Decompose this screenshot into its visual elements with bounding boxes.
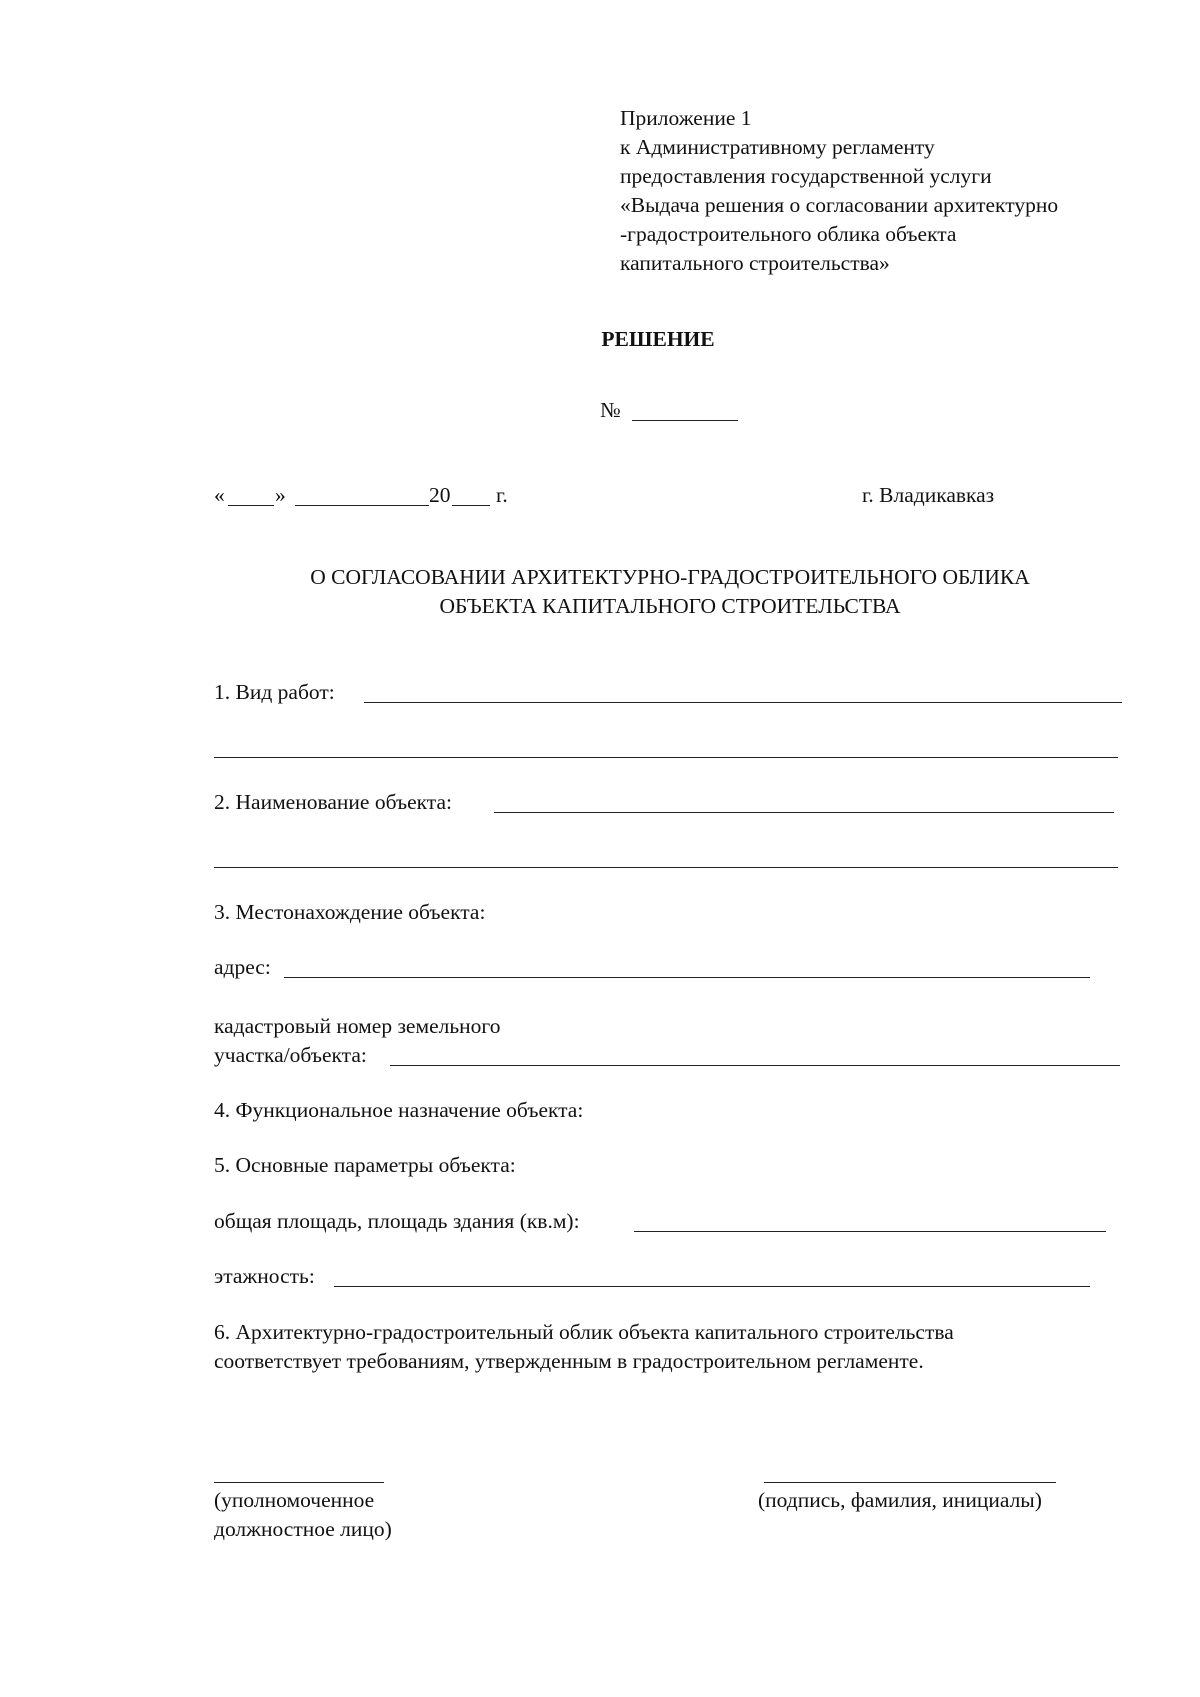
floors-blank	[334, 1286, 1090, 1287]
city-name: г. Владикавказ	[862, 483, 995, 507]
official-signature-line	[214, 1482, 384, 1483]
purpose-label: 4. Функциональное назначение объекта:	[214, 1098, 584, 1122]
number-label: №	[600, 398, 621, 422]
work-type-blank-2	[214, 757, 1118, 758]
cadastral-label-1: кадастровый номер земельного	[214, 1014, 501, 1038]
number-blank	[632, 420, 738, 421]
object-name-blank	[494, 812, 1114, 813]
appendix-line-3: предоставления государственной услуги	[620, 164, 992, 188]
work-type-label: 1. Вид работ:	[214, 680, 335, 704]
date-day-blank	[228, 505, 274, 506]
cadastral-blank	[390, 1065, 1120, 1066]
compliance-line-2: соответствует требованиям, утвержденным в градостроительном регламенте.	[214, 1349, 924, 1373]
object-name-label: 2. Наименование объекта:	[214, 790, 452, 814]
object-name-blank-2	[214, 867, 1118, 868]
heading-line-1: О СОГЛАСОВАНИИ АРХИТЕКТУРНО-ГРАДОСТРОИТЕЛЬНОГО ОБЛИКА	[310, 565, 1030, 589]
date-year-suffix: г.	[496, 483, 508, 507]
signature-caption: (подпись, фамилия, инициалы)	[758, 1488, 1042, 1512]
address-blank	[284, 977, 1090, 978]
signature-line	[764, 1482, 1056, 1483]
area-label: общая площадь, площадь здания (кв.м):	[214, 1209, 580, 1233]
appendix-line-2: к Административному регламенту	[620, 135, 935, 159]
heading-line-2: ОБЪЕКТА КАПИТАЛЬНОГО СТРОИТЕЛЬСТВА	[439, 594, 901, 618]
date-month-blank	[295, 505, 429, 506]
floors-label: этажность:	[214, 1264, 315, 1288]
location-label: 3. Местонахождение объекта:	[214, 900, 486, 924]
appendix-line-6: капитального строительства»	[620, 251, 890, 275]
date-year-prefix: 20	[429, 483, 451, 507]
document-title: РЕШЕНИЕ	[601, 327, 715, 351]
parameters-label: 5. Основные параметры объекта:	[214, 1153, 516, 1177]
appendix-line-4: «Выдача решения о согласовании архитектурно	[620, 193, 1059, 217]
area-blank	[634, 1231, 1106, 1232]
official-caption-2: должностное лицо)	[214, 1517, 392, 1541]
date-year-blank	[452, 505, 490, 506]
cadastral-label-2: участка/объекта:	[214, 1043, 367, 1067]
date-close-quote: »	[275, 483, 286, 507]
compliance-line-1: 6. Архитектурно-градостроительный облик объекта капитального строительства	[214, 1320, 954, 1344]
address-label: адрес:	[214, 955, 271, 979]
appendix-line-1: Приложение 1	[620, 106, 752, 130]
date-open-quote: «	[214, 483, 225, 507]
work-type-blank	[364, 702, 1122, 703]
official-caption-1: (уполномоченное	[214, 1488, 375, 1512]
appendix-line-5: -градостроительного облика объекта	[620, 222, 957, 246]
